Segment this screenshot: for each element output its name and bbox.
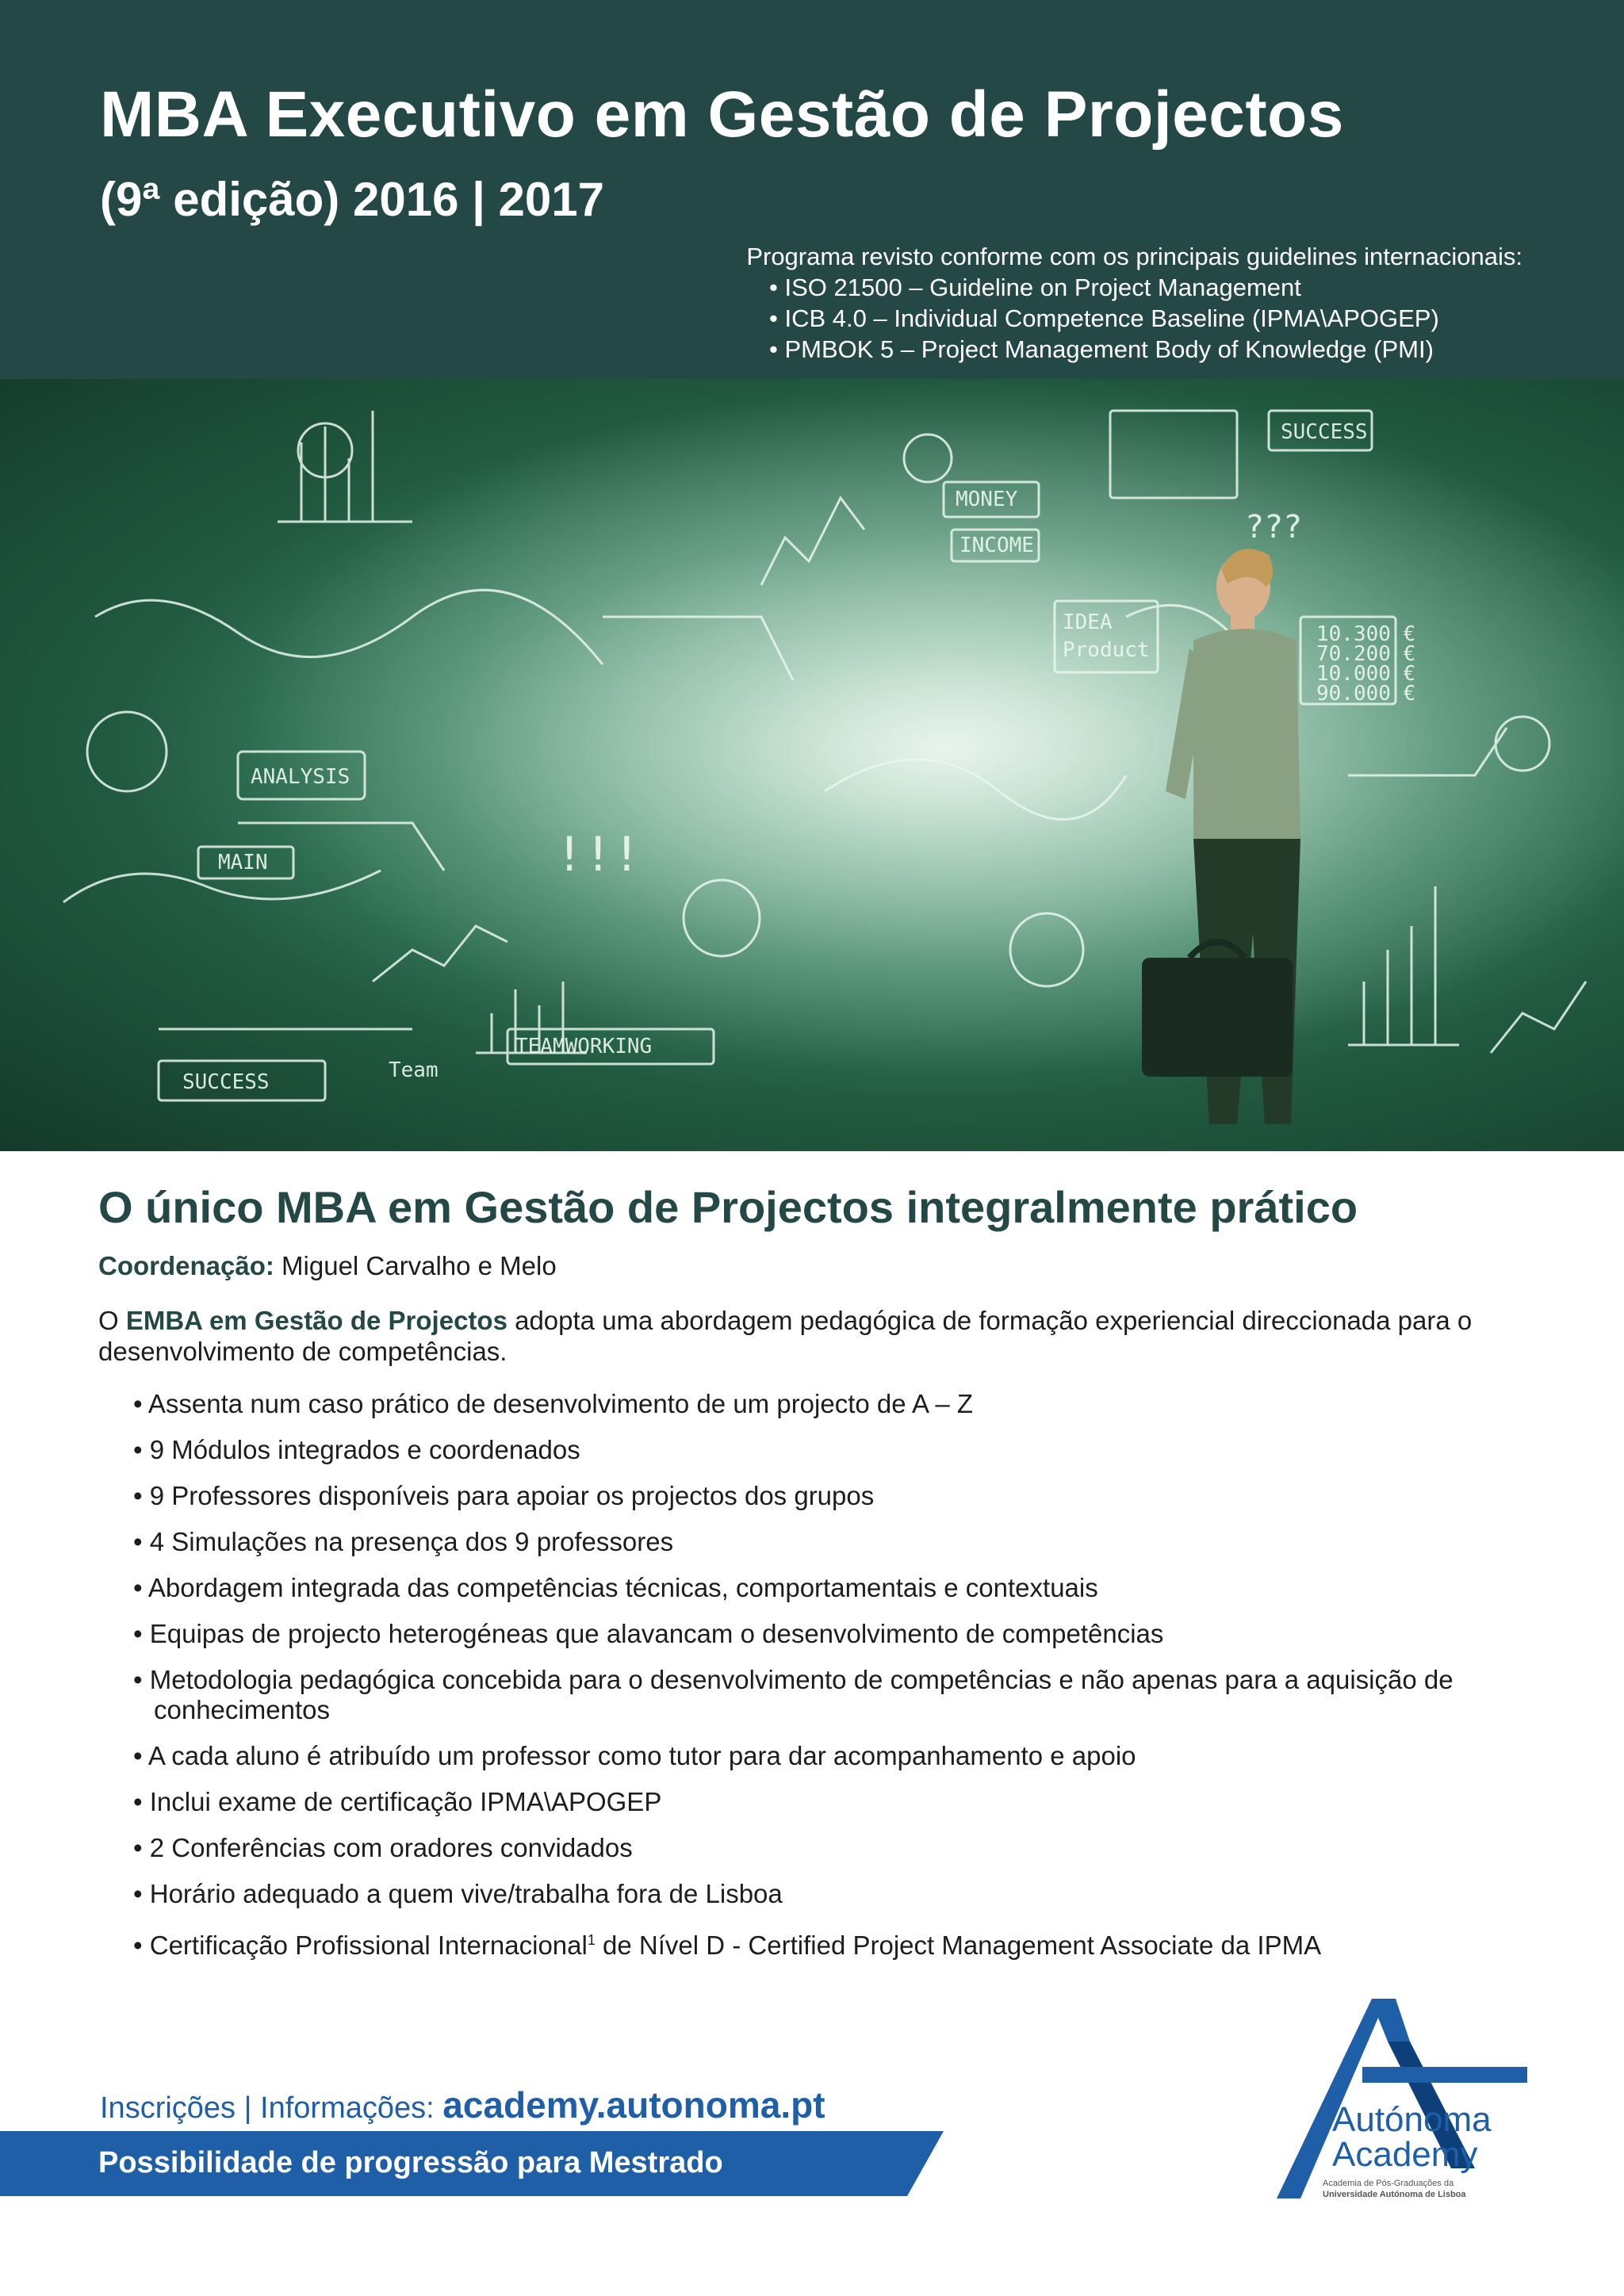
coordination-line	[98, 1251, 557, 1281]
guideline-item: • ICB 4.0 – Individual Competence Baseline (IPMA\APOGEP)	[769, 303, 1522, 334]
svg-text:10.300 €: 10.300 €	[1316, 622, 1416, 646]
svg-text:SUCCESS: SUCCESS	[182, 1070, 270, 1094]
guidelines-intro: Programa revisto conforme com os principais guidelines internacionais:	[746, 243, 1522, 270]
svg-text:Product: Product	[1063, 638, 1150, 662]
svg-text:MONEY: MONEY	[956, 488, 1018, 511]
feature-item-certification	[133, 1925, 1529, 1961]
logo-wordmark-line1: Autónoma	[1332, 2100, 1492, 2139]
feature-item: • Abordagem integrada das competências técnicas, comportamentais e contextuais	[133, 1573, 1529, 1603]
intro-prefix: O	[98, 1306, 119, 1335]
guideline-item: • PMBOK 5 – Project Management Body of Knowledge (PMI)	[769, 334, 1522, 365]
main-headline: O único MBA em Gestão de Projectos integralmente prático	[98, 1182, 1358, 1232]
page-title: MBA Executivo em Gestão de Projectos	[100, 78, 1344, 151]
svg-text:SUCCESS: SUCCESS	[1281, 420, 1368, 444]
coordination-label: Coordenação:	[98, 1251, 274, 1280]
coordinator-name: Miguel Carvalho e Melo	[282, 1251, 557, 1280]
feature-item: • Assenta num caso prático de desenvolvimento de um projecto de A – Z	[133, 1389, 1529, 1419]
svg-text:???: ???	[1245, 509, 1303, 545]
svg-text:10.000 €: 10.000 €	[1316, 662, 1416, 686]
feature-item: • 2 Conferências com oradores convidados	[133, 1833, 1529, 1863]
feature-item: • 9 Módulos integrados e coordenados	[133, 1435, 1529, 1465]
logo-wordmark-line2: Academy	[1332, 2135, 1478, 2174]
guidelines-list	[650, 272, 1522, 365]
chalkboard-sketch	[0, 379, 1624, 1151]
intro-paragraph	[98, 1305, 1526, 1367]
feature-item: • Horário adequado a quem vive/trabalha fora de Lisboa	[133, 1879, 1529, 1909]
svg-text:IDEA: IDEA	[1063, 610, 1113, 634]
feature-item: • Metodologia pedagógica concebida para o desenvolvimento de competências e não apenas para a aquisição de conhecimentos	[133, 1665, 1529, 1725]
svg-text:90.000 €: 90.000 €	[1316, 682, 1416, 706]
svg-text:MAIN: MAIN	[218, 851, 268, 874]
features-list	[133, 1389, 1529, 1976]
feature-item: • Inclui exame de certificação IPMA\APOGEP	[133, 1787, 1529, 1817]
certification-text-rest: de Nível D - Certified Project Management Associate da IPMA	[595, 1931, 1322, 1960]
logo-tagline-university: Universidade Autónoma de Lisboa	[1323, 2190, 1466, 2199]
feature-item: • A cada aluno é atribuído um professor como tutor para dar acompanhamento e apoio	[133, 1741, 1529, 1771]
feature-item: • Equipas de projecto heterogéneas que alavancam o desenvolvimento de competências	[133, 1619, 1529, 1649]
masters-banner-text: Possibilidade de progressão para Mestrado	[98, 2146, 723, 2179]
feature-item: • 9 Professores disponíveis para apoiar os projectos dos grupos	[133, 1481, 1529, 1511]
logo-tagline: Academia de Pós-Graduações da	[1323, 2179, 1454, 2188]
intro-rest: adopta uma abordagem pedagógica de formação experiencial direccionada para o desenvolvimento de competências.	[98, 1306, 1473, 1366]
certification-text: Certificação Profissional Internacional	[149, 1931, 588, 1960]
svg-text:ANALYSIS: ANALYSIS	[251, 765, 350, 789]
footnote-marker: 1	[587, 1932, 596, 1948]
svg-text:!!!: !!!	[555, 827, 642, 882]
svg-text:INCOME: INCOME	[959, 534, 1034, 557]
svg-text:70.200 €: 70.200 €	[1316, 642, 1416, 666]
website-link[interactable]: academy.autonoma.pt	[442, 2084, 825, 2126]
guidelines-block	[650, 241, 1522, 365]
registration-label: Inscrições | Informações:	[100, 2091, 435, 2125]
guideline-item: • ISO 21500 – Guideline on Project Management	[769, 272, 1522, 303]
intro-emphasis: EMBA em Gestão de Projectos	[125, 1306, 508, 1335]
edition-subtitle: (9ª edição) 2016 | 2017	[100, 173, 605, 226]
feature-item: • 4 Simulações na presença dos 9 professores	[133, 1527, 1529, 1557]
svg-text:TEAMWORKING: TEAMWORKING	[515, 1035, 653, 1058]
svg-text:Team: Team	[389, 1058, 439, 1082]
hero-image	[0, 379, 1624, 1151]
header-band	[0, 0, 1624, 379]
registration-line	[100, 2084, 825, 2126]
